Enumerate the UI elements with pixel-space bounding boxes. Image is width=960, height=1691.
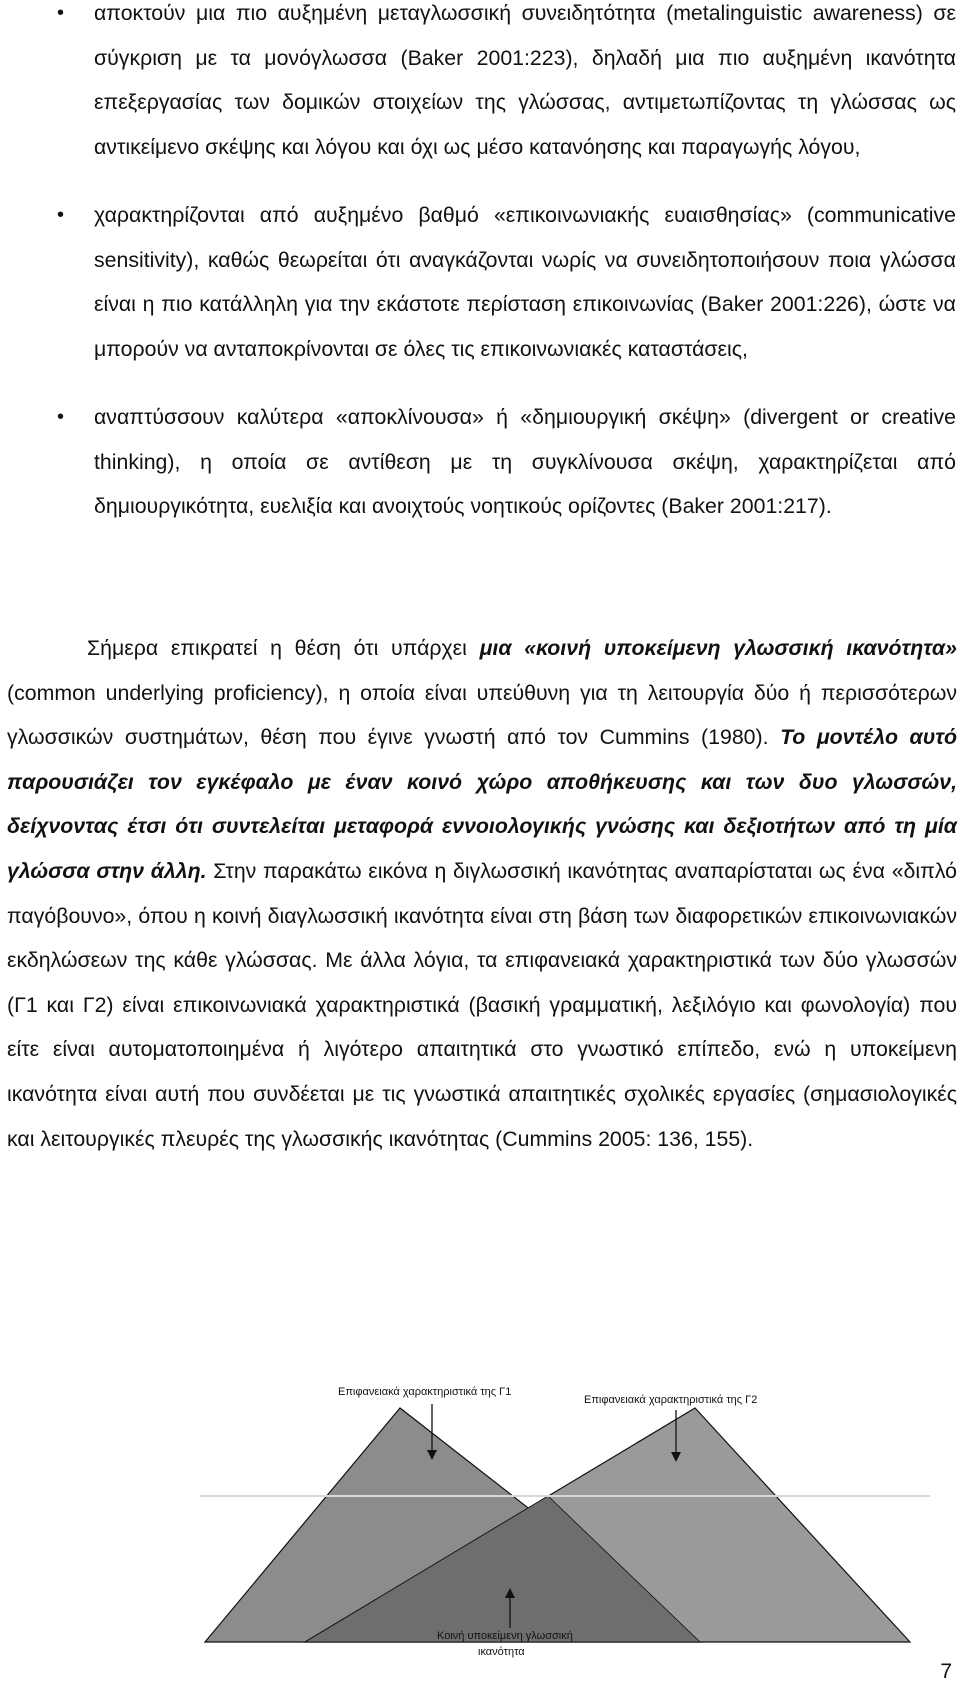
label-surface-l1: Επιφανειακά χαρακτηριστικά της Γ1 xyxy=(338,1386,512,1398)
paragraph-text-2: (common underlying proficiency), η οποία είναι υπεύθυνη για τη λειτουργία δύο ή περισσότερων γλωσσικών συστημάτων, θέση που έγινε γνωστή από τον Cummins (1980). xyxy=(7,680,957,750)
bullet-item-3 xyxy=(57,395,956,529)
bullet-item-2 xyxy=(57,193,956,371)
bullet-marker: • xyxy=(57,204,65,226)
paragraph-text-3: Στην παρακάτω εικόνα η διγλωσσική ικανότητας αναπαρίσταται ως ένα «διπλό παγόβουνο», όπου η κοινή διαγλωσσική ικανότητα είναι στη βάση των διαφορετικών επικοινωνιακών εκδηλώσεων της κάθε γλώσσας. Με άλλα λόγια, τα επιφανειακά χαρακτηριστικά των δύο γλωσσών (Γ1 και Γ2) είναι επικοινωνιακά χαρακτηριστικά (βασική γραμματική, λεξιλόγιο και φωνολογία) που είτε είναι αυτοματοποιημένα ή λιγότερο απαιτητικά στο γνωστικό επίπεδο, ενώ η υποκείμενη ικανότητα είναι αυτή που συνδέεται με τις γνωστικά απαιτητικές σχολικές εργασίες (σημασιολογικές και λειτουργικές πλευρές της γλωσσικής ικανότητας (Cummins 2005: 136, 155). xyxy=(7,858,957,1151)
label-common-proficiency-1: Κοινή υποκείμενη γλωσσική xyxy=(437,1630,573,1642)
label-surface-l2: Επιφανειακά χαρακτηριστικά της Γ2 xyxy=(584,1394,758,1406)
bullet-text: αποκτούν μια πιο αυξημένη μεταγλωσσική συνειδητότητα (metalinguistic awareness) σε σύγκριση με τα μονόγλωσσα (Baker 2001:223), δηλαδή μια πιο αυξημένη ικανότητα επεξεργασίας των δομικών στοιχείων της γλώσσας, αντιμετωπίζοντας τη γλώσσας ως αντικείμενο σκέψης και λόγου και όχι ως μέσο κατανόησης και παραγωγής λόγου, xyxy=(94,1,956,159)
paragraph-emphasis-2: Το μοντέλο αυτό παρουσιάζει τον εγκέφαλο με έναν κοινό χώρο αποθήκευσης και των δυο γλωσσών, δείχνοντας έτσι ότι συντελείται μεταφορά εννοιολογικής γνώσης και δεξιοτήτων από τη μία γλώσσα στην άλλη. xyxy=(7,725,958,883)
double-iceberg-diagram xyxy=(0,1370,960,1650)
bullet-text: χαρακτηρίζονται από αυξημένο βαθμό «επικοινωνιακής ευαισθησίας» (communicative sensitivity), καθώς θεωρείται ότι αναγκάζονται νωρίς να συνειδητοποιήσουν ποια γλώσσα είναι η πιο κατάλληλη για την εκάστοτε περίσταση επικοινωνίας (Baker 2001:226), ώστε να μπορούν να ανταποκρίνονται σε όλες τις επικοινωνιακές καταστάσεις, xyxy=(94,203,956,361)
paragraph-text-1: Σήμερα επικρατεί η θέση ότι υπάρχει xyxy=(87,636,480,660)
double-iceberg-figure xyxy=(0,1370,960,1658)
bullet-marker: • xyxy=(57,406,65,428)
bullet-marker: • xyxy=(57,2,65,24)
paragraph-emphasis-1: μια «κοινή υποκείμενη γλωσσική ικανότητα» xyxy=(479,636,957,660)
page-number: 7 xyxy=(940,1660,952,1683)
label-common-proficiency-2: ικανότητα xyxy=(478,1646,525,1658)
body-paragraph xyxy=(7,626,957,1161)
bullet-item-1 xyxy=(57,0,956,169)
bullet-text: αναπτύσσουν καλύτερα «αποκλίνουσα» ή «δημιουργική σκέψη» (divergent or creative thinking), η οποία σε αντίθεση με τη συγκλίνουσα σκέψη, χαρακτηρίζεται από δημιουργικότητα, ευελιξία και ανοιχτούς νοητικούς ορίζοντες (Baker 2001:217). xyxy=(94,405,956,519)
